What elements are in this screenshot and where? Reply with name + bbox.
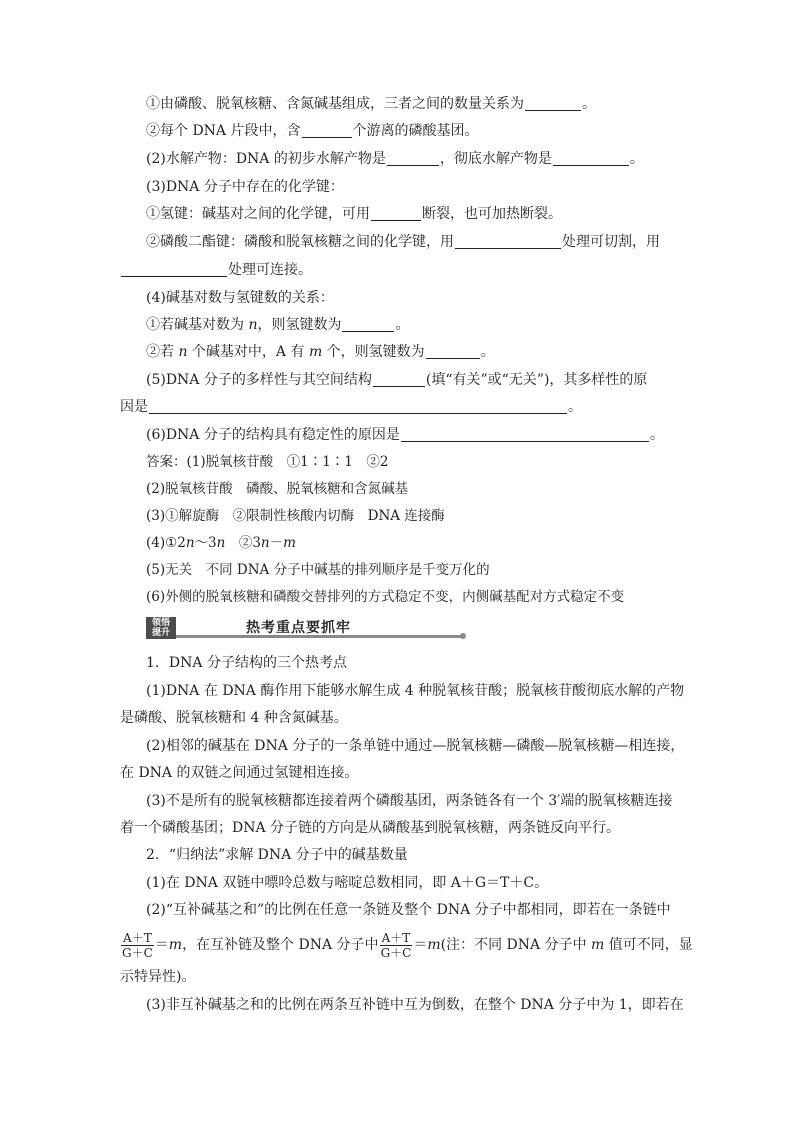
point-paragraph: 在 DNA 的双链之间通过氢键相连接。 <box>120 765 359 781</box>
fraction-at-gc: $\frac{A+T}{G+C}$ <box>122 930 153 960</box>
point-paragraph: 是磷酸、脱氧核糖和 4 种含氮碱基。 <box>120 710 348 726</box>
question-line-9: ①若碱基对数为 n，则氢键数为 。 <box>146 317 410 333</box>
question-line-3: (2)水解产物：DNA 的初步水解产物是 ，彻底水解产物是 。 <box>146 151 644 167</box>
answer-line-4: (4)①2n～3n ②3n－m <box>146 535 296 551</box>
answer-blank[interactable] <box>455 234 561 249</box>
point-paragraph: 着一个磷酸基团；DNA 分子链的方向是从磷酸基到脱氧核糖，两条链反向平行。 <box>120 820 621 836</box>
point-paragraph: (1)DNA 在 DNA 酶作用下能够水解生成 4 种脱氧核苷酸；脱氧核苷酸彻底水解的产物 <box>146 683 685 699</box>
answer-blank[interactable] <box>371 206 421 221</box>
question-line-2: ②每个 DNA 片段中，含 个游离的磷酸基团。 <box>146 123 479 139</box>
answer-blank[interactable] <box>149 399 567 414</box>
answer-blank[interactable] <box>401 427 649 442</box>
section-title: 热考重点要抓牢 <box>246 620 351 636</box>
answer-blank[interactable] <box>525 96 581 111</box>
question-line-13: (6)DNA 分子的结构具有稳定性的原因是 。 <box>146 427 664 443</box>
question-line-8: (4)碱基对数与氢键数的关系： <box>146 290 334 306</box>
answer-blank[interactable] <box>387 151 439 166</box>
section-badge: 领悟 提升 <box>146 617 176 639</box>
point-paragraph: (2)“互补碱基之和”的比例在任意一条链及整个 DNA 分子中都相同，即若在一条链中 <box>146 902 671 918</box>
question-line-7: 处理可连接。 <box>0 261 794 279</box>
point-paragraph: (1)在 DNA 双链中嘌呤总数与嘧啶总数相同，即 A＋G＝T＋C。 <box>146 875 549 891</box>
question-line-11: (5)DNA 分子的多样性与其空间结构 (填“有关”或“无关”)，其多样性的原 <box>146 372 648 388</box>
answer-line-1: 答案：(1)脱氧核苷酸 ①1∶1∶1 ②2 <box>146 454 389 470</box>
answer-blank[interactable] <box>121 262 227 277</box>
question-line-1: ①由磷酸、脱氧核糖、含氮碱基组成，三者之间的数量关系为 。 <box>146 96 596 112</box>
answer-blank[interactable] <box>426 344 480 359</box>
section-banner <box>146 615 466 641</box>
answer-line-6: (6)外侧的脱氧核糖和磷酸交替排列的方式稳定不变，内侧碱基配对方式稳定不变 <box>146 589 625 605</box>
banner-dot <box>460 633 466 639</box>
question-line-12: 因是 。 <box>120 399 582 415</box>
answer-blank[interactable] <box>553 151 629 166</box>
answer-line-2: (2)脱氧核苷酸 磷酸、脱氧核糖和含氮碱基 <box>146 481 409 497</box>
point-paragraph: (3)非互补碱基之和的比例在两条互补链中互为倒数，在整个 DNA 分子中为 1，即若在 <box>146 997 684 1013</box>
formula-line: $\frac{A+T}{G+C}$ ＝m，在互补链及整个 DNA 分子中 $\frac{A+T}{G+C}$ ＝m(注：不同 DNA 分子中 m 值可不同，显 <box>122 930 693 960</box>
question-line-6: ②磷酸二酯键：磷酸和脱氧核糖之间的化学键，用 处理可切割，用 <box>146 234 660 250</box>
question-line-10: ②若 n 个碱基对中，A 有 m 个，则氢键数为 。 <box>146 344 495 360</box>
answer-blank[interactable] <box>302 123 352 138</box>
point-heading-2: 2．“归纳法”求解 DNA 分子中的碱基数量 <box>146 847 408 863</box>
point-paragraph: (2)相邻的碱基在 DNA 分子的一条单链中通过—脱氧核糖—磷酸—脱氧核糖—相连接， <box>146 738 685 754</box>
question-line-5: ①氢键：碱基对之间的化学键，可用 断裂，也可加热断裂。 <box>146 206 562 222</box>
point-paragraph: 示特异性)。 <box>120 969 196 985</box>
answer-line-3: (3)①解旋酶 ②限制性核酸内切酶 DNA 连接酶 <box>146 508 445 524</box>
answer-line-5: (5)无关 不同 DNA 分子中碱基的排列顺序是千变万化的 <box>146 562 490 578</box>
answer-blank[interactable] <box>342 317 394 332</box>
answer-blank[interactable] <box>373 372 425 387</box>
point-heading-1: 1．DNA 分子结构的三个热考点 <box>146 655 347 671</box>
question-line-4: (3)DNA 分子中存在的化学键： <box>146 179 344 195</box>
fraction-at-gc: $\frac{A+T}{G+C}$ <box>380 930 412 960</box>
point-paragraph: (3)不是所有的脱氧核糖都连接着两个磷酸基团，两条链各有一个 3′端的脱氧核糖连接 <box>146 793 673 809</box>
